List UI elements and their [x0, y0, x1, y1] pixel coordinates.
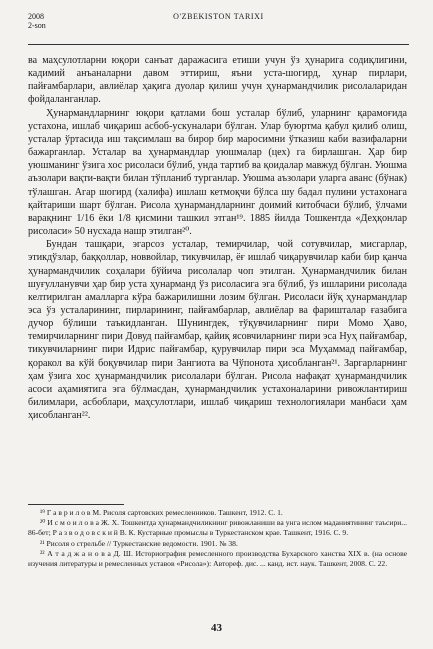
- page-number: 43: [211, 622, 222, 634]
- footnote-20: ²⁰ И с м о и л о в а Ж. Х. Тошкентда ҳунармандчиликнинг ривожланиши ва унга ислом маданиятининг таъсири... 86-бет; Р а з в о д о в с к и й В. К. Кустарные промыслы в Туркестанском крае. Ташкент, 1916. С. 9.: [28, 518, 407, 538]
- paragraph-2: Ҳунармандларнинг юқори қатлами бош усталар бўлиб, уларнинг қарамоғида устахона, ишлаб чиқариш асбоб-ускуналари бўлган. Улар буюртма қабул қилиб олиш, усталар ўртасида иш тақсимлаш ва бирор бир маросимни ўтказиш каби вазифаларни бажарганлар. Усталар ва ҳунармандлар уюшмалар (цех) га бирлашган. Ҳар бир уюшманинг ўзига хос рисоласи бўлиб, унда тартиб ва қоидалар мавжуд бўлган. Уюшма аъзолари вақти-вақти билан тўпланиб турганлар. Уюшма аъзолари уларга аванс (бўнак) тўлашган. Агар шогирд (халифа) ишлаш кетмоқчи бўлса шу бадал пулини устахонага қайтариши шарт бўлган. Рисола ҳунармандларнинг доимий китобчаси бўлиб, ўлчами варақнинг 1/16 ёки 1/8 қисмини ташкил этган¹⁹. 1885 йилда Тошкентда «Деҳқонлар рисоласи» 50 нусхада нашр этилган²⁰.: [28, 107, 407, 238]
- footnotes: [28, 508, 407, 569]
- footnote-22: ²² А т а д ж а н о в а Д. Ш. Историография ремесленного производства Бухарского ханства XIX в. (на основе изучения литературы и ремесленных уставов «Рисола»): Автореф. дис. ... канд. ист. наук. Ташкент, 2008. С. 22.: [28, 548, 407, 569]
- header-year: 2008: [28, 12, 44, 21]
- header-issue: 2-son: [28, 21, 46, 30]
- running-header: [28, 12, 409, 34]
- paragraph-3: Бундан ташқари, эгарсоз усталар, темирчилар, чой сотувчилар, мисгарлар, этикдўзлар, баққоллар, новвойлар, тикувчилар, ёғ ишлаб чиқарувчилар каби бир қанча ҳунармандчилик соҳалари бўйича рисолалар чоп этилган. Ҳунармандчилик билан шуғулланувчи ҳар бир уста ҳунарманд ўз рисоласига эга бўлиб, ўз ишларини рисолада келтирилган амалларга кўра бажарилишни лозим бўлган. Рисоласи йўқ ҳунармандлар эса ўз усталарининг, пирларининг, пайғамбарлар, авлиёлар ва фаришталар ғазабига дучор бўлиши таъкидланган. Шунингдек, тўқувчиларнинг пири Момо Ҳаво, темирчиларнинг пири Довуд пайғамбар, қайиқ ясовчиларнинг пири эса Нуҳ пайғамбар, тикувчиларнинг пири Идрис пайғамбар, қурувчилар пири эса Муҳаммад пайғамбар, қоракол ва кўй боқувчилар пири Зангиота ва Чўпонота ҳисобланган²¹. Заргарларнинг ҳам ўзига хос ҳунармандчилик рисолалари бўлган. Рисола нафақат ҳунармандчилик асоси аҳамиятига эга бўлмасдан, ҳунармандчилик устахоналарини ривожлантириш билимлари, асбоблари, маҳсулотлари, ишлаб чиқариш технологиялари манбаси ҳам ҳисобланган²².: [28, 239, 407, 422]
- footnote-19: ¹⁹ Г а в р и л о в М. Рисоля сартовских ремесленников. Ташкент, 1912. С. 1.: [40, 508, 283, 517]
- footnote-rule: [28, 504, 124, 505]
- footnote-21: ²¹ Рисоля о стрельбе // Туркестанские ведомости. 1901. № 38.: [40, 538, 238, 548]
- paragraph-1: ва маҳсулотларни юқори санъат даражасига етиши учун ўз ҳунарига содиқлигини, кадимий анъаналарни давом эттириш, яъни уста-шогирд, ҳунар пирлари, пайғамбарлари, авлиёлар ҳақига дуолар қилиш учун ҳунармандчилик рисолаларидан фойдаланганлар.: [28, 55, 407, 106]
- header-rule: [28, 44, 409, 45]
- journal-title: O'ZBEKISTON TARIXI: [173, 12, 264, 21]
- body-text: [28, 54, 407, 422]
